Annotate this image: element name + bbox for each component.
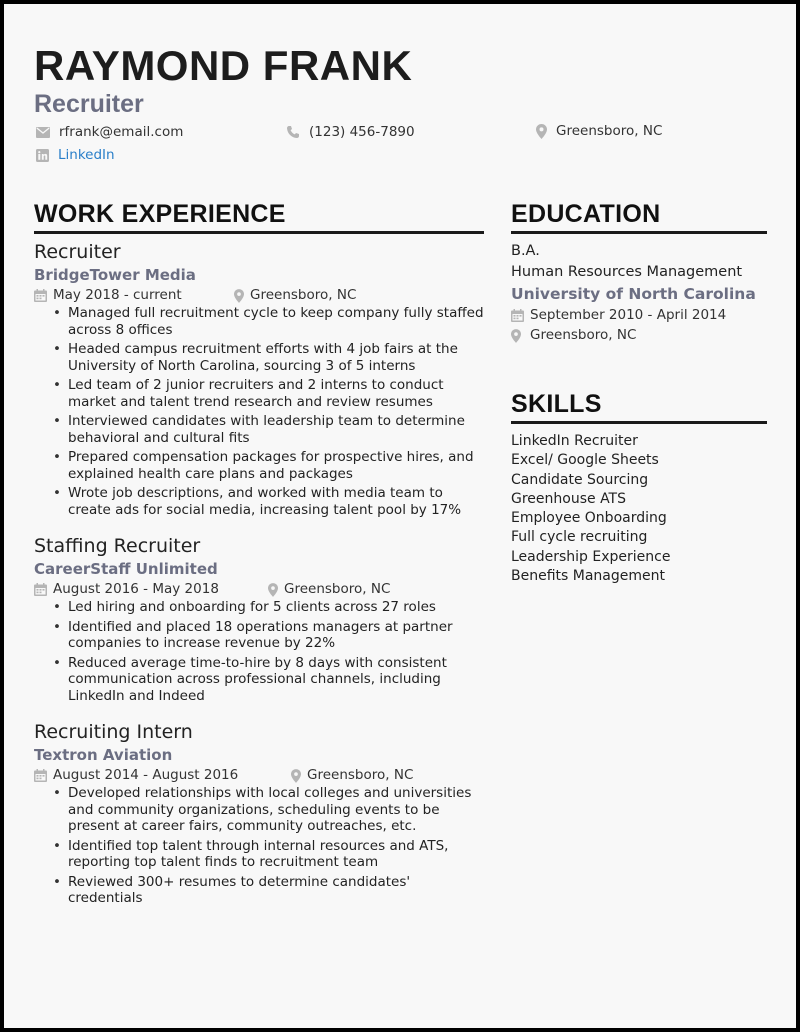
email-contact[interactable] <box>36 124 183 140</box>
calendar-icon <box>511 309 524 322</box>
job-bullets <box>68 599 484 704</box>
skill-item: Greenhouse ATS <box>511 490 626 507</box>
map-pin-icon <box>536 124 547 139</box>
education-entry <box>511 242 771 345</box>
job-bullet: • Reduced average time-to-hire by 8 days with consistent communication across professional channels, including LinkedIn and Indeed <box>68 655 484 705</box>
education-location <box>511 326 771 345</box>
job-location <box>291 766 413 785</box>
field-of-study: Human Resources Management <box>511 264 743 280</box>
job-bullet: • Identified top talent through internal resources and ATS, reporting top talent finds to recruitment team <box>68 838 484 871</box>
phone-contact[interactable] <box>286 124 415 140</box>
job-bullets <box>68 785 484 907</box>
calendar-icon <box>34 583 47 596</box>
location-contact <box>536 123 662 139</box>
skill-item: Employee Onboarding <box>511 510 667 527</box>
job-bullet: • Led hiring and onboarding for 5 clients across 27 roles <box>68 599 484 616</box>
job-dates <box>34 766 291 785</box>
skill-item: LinkedIn Recruiter <box>511 433 638 449</box>
job-meta <box>34 580 484 599</box>
job-dates-text: August 2016 - May 2018 <box>53 581 219 597</box>
job-bullets <box>68 305 484 518</box>
skill-item: Leadership Experience <box>511 548 671 565</box>
job-bullet: • Identified and placed 18 operations managers at partner companies to increase revenue by 22% <box>68 619 484 652</box>
job-location-text: Greensboro, NC <box>250 287 357 303</box>
job-dates-text: May 2018 - current <box>53 287 182 303</box>
job-bullet: • Developed relationships with local colleges and universities and community organizations, scheduling events to be present at career fairs, community outreaches, etc. <box>68 785 484 835</box>
job-dates <box>34 286 234 305</box>
candidate-name: RAYMOND FRANK <box>34 42 413 89</box>
job-dates-text: August 2014 - August 2016 <box>53 767 239 783</box>
skills-heading: SKILLS <box>511 390 602 418</box>
education-rule <box>511 231 767 234</box>
email-text: rfrank@email.com <box>59 124 184 140</box>
linkedin-link[interactable] <box>36 147 115 163</box>
location-text: Greensboro, NC <box>556 123 663 139</box>
calendar-icon <box>34 289 47 302</box>
map-pin-icon <box>511 329 521 343</box>
education-dates-text: September 2010 - April 2014 <box>530 307 727 323</box>
skill-item: Benefits Management <box>511 568 665 585</box>
job-entry <box>34 534 484 704</box>
job-location-text: Greensboro, NC <box>284 581 391 597</box>
map-pin-icon <box>234 289 244 303</box>
work-experience-rule <box>34 231 484 234</box>
school-name: University of North Carolina <box>511 285 756 303</box>
job-entry <box>34 240 484 518</box>
skill-item: Full cycle recruiting <box>511 529 648 546</box>
company-name: BridgeTower Media <box>34 266 196 284</box>
map-pin-icon <box>268 583 278 597</box>
job-title: Recruiter <box>34 241 121 263</box>
job-bullet: • Prepared compensation packages for prospective hires, and explained health care plans and packages <box>68 449 484 482</box>
job-title: Recruiting Intern <box>34 721 193 743</box>
job-bullet: • Reviewed 300+ resumes to determine candidates' credentials <box>68 874 484 907</box>
education-location-text: Greensboro, NC <box>530 327 637 343</box>
company-name: Textron Aviation <box>34 746 173 764</box>
envelope-icon <box>36 127 50 138</box>
calendar-icon <box>34 769 47 782</box>
education-dates <box>511 306 771 325</box>
work-experience-list <box>34 240 484 923</box>
job-location <box>268 580 390 599</box>
work-experience-heading: WORK EXPERIENCE <box>34 200 286 228</box>
job-location-text: Greensboro, NC <box>307 767 414 783</box>
skills-rule <box>511 421 767 424</box>
degree: B.A. <box>511 243 540 259</box>
phone-icon <box>286 125 300 139</box>
job-bullet: • Wrote job descriptions, and worked with media team to create ads for social media, increasing talent pool by 17% <box>68 485 484 518</box>
job-bullet: • Interviewed candidates with leadership team to determine behavioral and cultural fits <box>68 413 484 446</box>
job-dates <box>34 580 268 599</box>
skill-item: Candidate Sourcing <box>511 471 649 488</box>
map-pin-icon <box>291 769 301 783</box>
resume-page <box>4 4 796 1028</box>
linkedin-text: LinkedIn <box>58 147 115 163</box>
skills-list <box>511 432 771 586</box>
job-meta <box>34 766 484 785</box>
job-meta <box>34 286 484 305</box>
job-bullet: • Managed full recruitment cycle to keep company fully staffed across 8 offices <box>68 305 484 338</box>
skill-item: Excel/ Google Sheets <box>511 452 659 469</box>
job-location <box>234 286 356 305</box>
company-name: CareerStaff Unlimited <box>34 560 218 578</box>
linkedin-icon <box>36 149 49 162</box>
job-entry <box>34 720 484 907</box>
phone-text: (123) 456-7890 <box>309 124 415 140</box>
candidate-title: Recruiter <box>34 90 144 118</box>
education-heading: EDUCATION <box>511 200 661 228</box>
job-bullet: • Led team of 2 junior recruiters and 2 interns to conduct market and talent trend research and review resumes <box>68 377 484 410</box>
job-title: Staffing Recruiter <box>34 535 201 557</box>
job-bullet: • Headed campus recruitment efforts with 4 job fairs at the University of North Carolina, sourcing 3 of 5 interns <box>68 341 484 374</box>
